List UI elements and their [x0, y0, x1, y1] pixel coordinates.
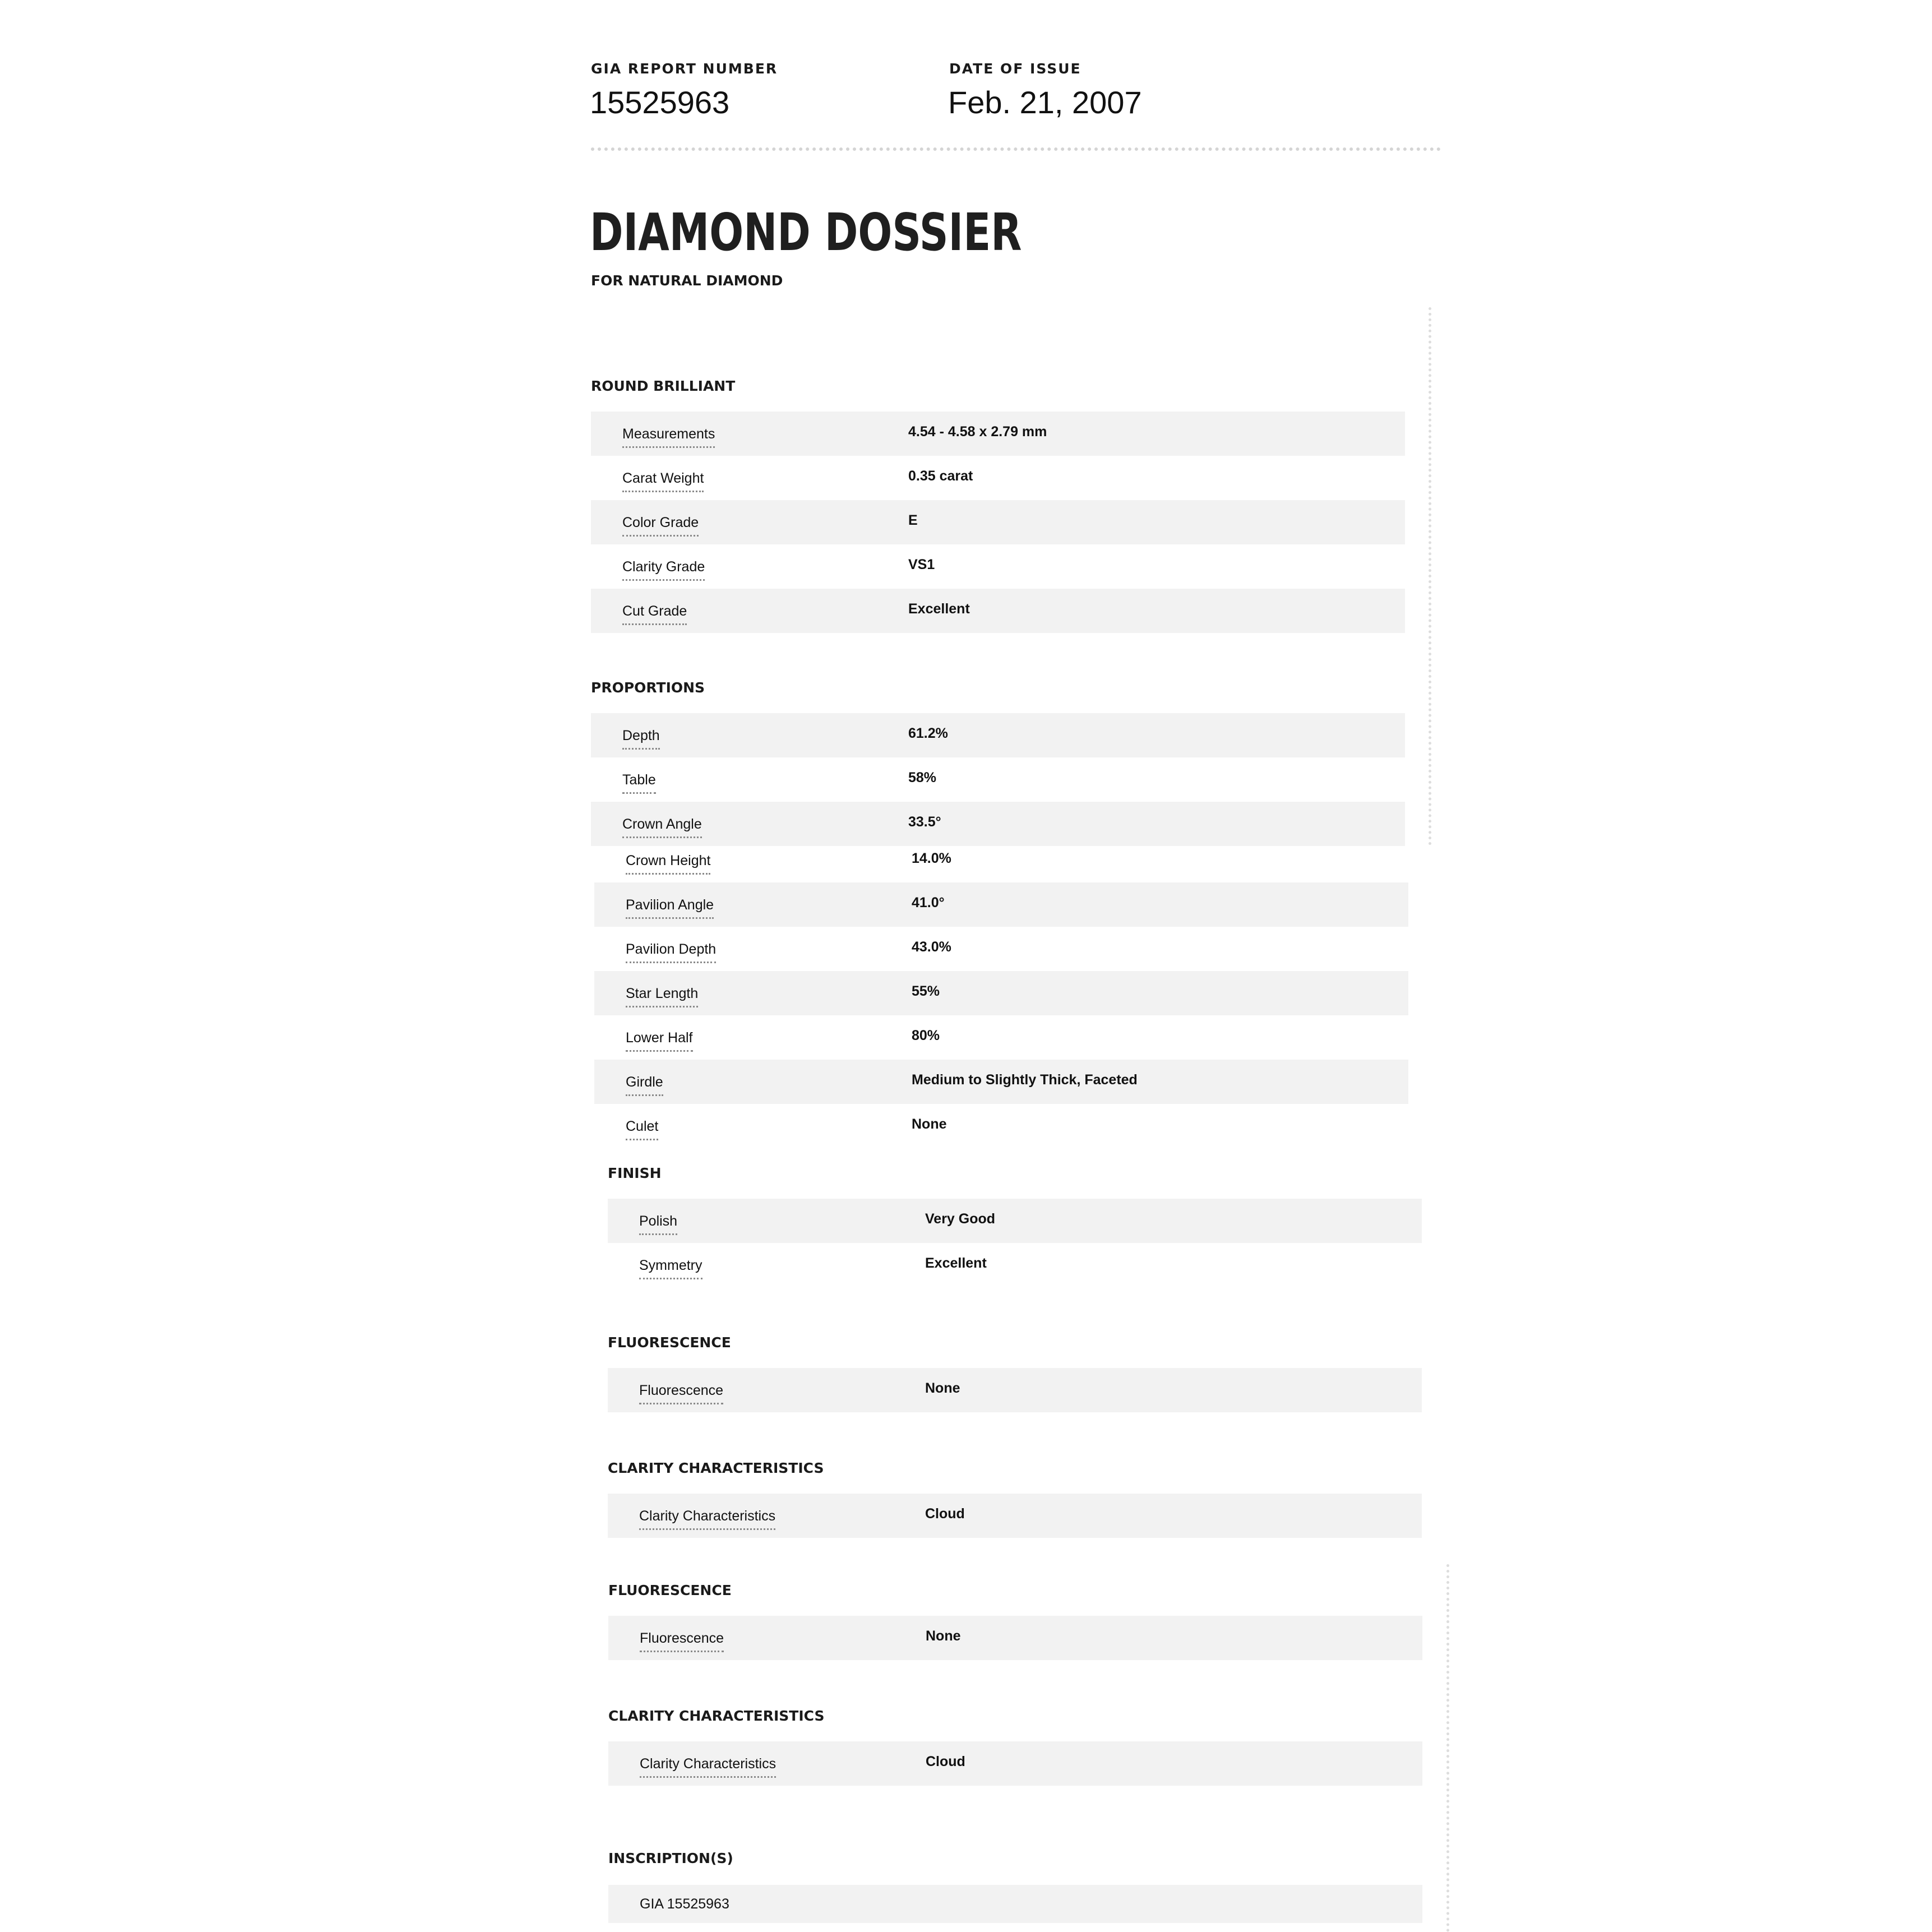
row-value: 58%: [908, 770, 937, 785]
row-label: Color Grade: [622, 515, 699, 537]
finish-table: [608, 1199, 1422, 1287]
table-row: [594, 882, 1408, 927]
inscription-value: GIA 15525963: [640, 1896, 729, 1912]
row-value: 43.0%: [912, 939, 951, 955]
row-value: 41.0°: [912, 895, 945, 910]
row-value: None: [925, 1380, 960, 1396]
row-value: Excellent: [908, 601, 970, 617]
report-number: 15525963: [590, 85, 730, 120]
row-label: Clarity Characteristics: [640, 1756, 776, 1778]
inscriptions-table: [608, 1885, 1422, 1923]
table-row: [591, 412, 1405, 456]
table-row: [594, 1060, 1408, 1104]
row-label: Clarity Grade: [622, 559, 705, 581]
table-row: [608, 1494, 1422, 1538]
table-row: [594, 1104, 1408, 1148]
section-heading-fluorescence: FLUORESCENCE: [608, 1582, 732, 1598]
table-row: [591, 802, 1405, 846]
date-of-issue: Feb. 21, 2007: [948, 85, 1142, 120]
table-row: [608, 1741, 1422, 1786]
header-divider: [591, 147, 1441, 151]
row-label: Symmetry: [639, 1258, 702, 1279]
table-row: [594, 1015, 1408, 1060]
row-label: Clarity Characteristics: [639, 1508, 775, 1530]
row-label: Table: [622, 772, 656, 794]
panel-edge: [1429, 307, 1431, 845]
table-row: [608, 1368, 1422, 1412]
row-label: Depth: [622, 728, 660, 750]
row-value: 14.0%: [912, 851, 951, 866]
row-label: Girdle: [626, 1074, 663, 1096]
row-label: Measurements: [622, 426, 715, 448]
row-value: 4.54 - 4.58 x 2.79 mm: [908, 424, 1047, 440]
table-row: [591, 456, 1405, 500]
section-heading-proportions: PROPORTIONS: [591, 680, 705, 696]
page-title: DIAMOND DOSSIER: [590, 202, 1022, 262]
table-row: [594, 971, 1408, 1015]
row-value: E: [908, 512, 918, 528]
proportions-table: [591, 713, 1405, 846]
table-row: [594, 845, 1408, 882]
panel-edge: [1446, 1564, 1449, 1932]
row-value: Very Good: [925, 1211, 996, 1227]
section-heading-finish: FINISH: [608, 1165, 662, 1181]
proportions-table-continued: [594, 845, 1408, 1148]
row-value: None: [912, 1116, 947, 1132]
clarity-characteristics-table: [608, 1494, 1422, 1538]
row-value: Cloud: [926, 1754, 965, 1769]
round-brilliant-table: [591, 412, 1405, 633]
row-label: Crown Angle: [622, 816, 702, 838]
row-label: Fluorescence: [640, 1630, 724, 1652]
table-row: [608, 1243, 1422, 1287]
row-label: Polish: [639, 1213, 677, 1235]
row-value: 61.2%: [908, 725, 948, 741]
row-label: Pavilion Depth: [626, 941, 716, 963]
table-row: [591, 589, 1405, 633]
table-row: [608, 1885, 1422, 1923]
fluorescence-table: [608, 1616, 1422, 1660]
row-label: Crown Height: [626, 853, 710, 875]
row-label: Cut Grade: [622, 603, 687, 625]
row-label: Culet: [626, 1118, 658, 1140]
row-label: Pavilion Angle: [626, 897, 714, 919]
row-value: Medium to Slightly Thick, Faceted: [912, 1072, 1138, 1088]
section-heading-fluorescence: FLUORESCENCE: [608, 1334, 731, 1351]
page-subtitle: FOR NATURAL DIAMOND: [591, 272, 783, 289]
clarity-characteristics-table: [608, 1741, 1422, 1786]
row-value: 33.5°: [908, 814, 941, 830]
row-label: Star Length: [626, 986, 698, 1007]
row-label: Lower Half: [626, 1030, 693, 1052]
section-heading-inscriptions: INSCRIPTION(S): [608, 1850, 733, 1866]
report-number-label: GIA REPORT NUMBER: [591, 61, 778, 77]
row-value: 80%: [912, 1028, 940, 1043]
table-row: [591, 757, 1405, 802]
date-of-issue-label: DATE OF ISSUE: [949, 61, 1081, 77]
table-row: [608, 1616, 1422, 1660]
table-row: [591, 544, 1405, 589]
row-value: 0.35 carat: [908, 468, 973, 484]
table-row: [591, 713, 1405, 757]
table-row: [608, 1199, 1422, 1243]
row-value: None: [926, 1628, 961, 1644]
table-row: [594, 927, 1408, 971]
section-heading-clarity-characteristics: CLARITY CHARACTERISTICS: [608, 1460, 824, 1476]
row-value: 55%: [912, 983, 940, 999]
row-label: Carat Weight: [622, 470, 704, 492]
row-value: VS1: [908, 557, 935, 572]
section-heading-round-brilliant: ROUND BRILLIANT: [591, 378, 736, 394]
table-row: [591, 500, 1405, 544]
row-value: Excellent: [925, 1255, 987, 1271]
section-heading-clarity-characteristics: CLARITY CHARACTERISTICS: [608, 1708, 825, 1724]
row-value: Cloud: [925, 1506, 965, 1522]
row-label: Fluorescence: [639, 1383, 723, 1404]
fluorescence-table: [608, 1368, 1422, 1412]
